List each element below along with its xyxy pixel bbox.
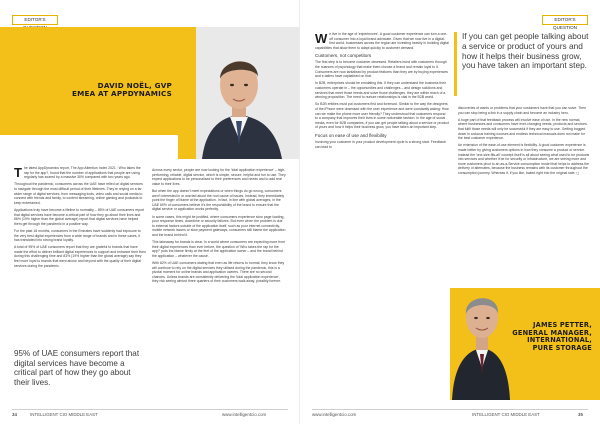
pull-quote: If you can get people talking about a service or product of yours and how it helps their business grow, you have taken an important step. bbox=[462, 31, 589, 71]
author-title bbox=[40, 82, 172, 99]
page-number: 35 bbox=[578, 412, 583, 417]
paragraph: Applications truly have become a lifeline to normality – 85% of UAE consumers report that digital services have become a critical part of how they go about their lives and 56% (19% higher than the global average) report that digital services have helped them get through the pandemic in a positive way. bbox=[14, 207, 145, 226]
publication-name: INTELLIGENT CIO MIDDLE EAST bbox=[30, 412, 98, 417]
paragraph: Throughout the pandemic, consumers across the UAE have relied on digital services to navigate through the most difficult period of their lifetimes. They're relying on a far wider range of digital services, from messaging tools, video calls and social media to connect with friends and family, to content streaming, online gaming and podcasts to keep entertained. bbox=[14, 182, 143, 205]
drop-cap: T bbox=[14, 165, 22, 180]
drop-cap: W bbox=[315, 31, 328, 46]
paragraph: discoveries of wants or problems that your customers have that you can solve. Then you can stop being a link in a supply chain and become an industry hero. bbox=[458, 106, 586, 115]
paragraph: For the past 18 months, consumers in the Emirates have suddenly had exposure to the very best digital experiences from a wide range of brands and in these cases, it has translated into strong brand loyalty. bbox=[14, 228, 141, 243]
paragraph: But when the app doesn't meet expectations or when things do go wrong, consumers aren't interested in or worried about the root cause of issues. Instead, they immediately point the finger of blame at the application. In fact, in line with global averages, in the UAE 69% of consumers believe it's the responsibility of the brand to ensure that the digital service or application works perfectly. bbox=[152, 188, 285, 212]
footer bbox=[12, 412, 288, 418]
author-region-line: INTERNATIONAL, bbox=[527, 336, 592, 345]
subheading: Customers, not competitors bbox=[315, 52, 372, 58]
website-link[interactable]: www.intelligentcio.com bbox=[222, 412, 267, 417]
paragraph: Across every sector, people are now looking for the 'total application experience' – high-performing, reliable, digital service, which is simple, secure, helpful and fun to use. They expect applications to be personalised to their preferences and needs and to add real value to their lives. bbox=[152, 168, 286, 186]
page-number: 34 bbox=[12, 412, 17, 417]
author-name-line: DAVID NOËL, GVP bbox=[97, 81, 172, 90]
author-photo-david-noel bbox=[178, 27, 300, 159]
website-link[interactable]: www.intelligentcio.com bbox=[312, 412, 357, 417]
author-title bbox=[512, 322, 592, 352]
author-photo-james-petter bbox=[450, 258, 510, 400]
left-column-1 bbox=[14, 166, 146, 271]
right-page bbox=[300, 0, 600, 424]
paragraph: Involving your customer in your product development cycle is a strong start. Feedback can lead to bbox=[315, 140, 446, 149]
paragraph: We live in the age of 'experiences'. A good customer experience can turn a one-off consumer into a loyal brand advocate. Given that we now live in a digital-first world, businesses across the region are investing heavily in building digital capabilities that allow them to adapt quickly to customer demand. bbox=[315, 31, 449, 50]
pull-quote: 95% of UAE consumers report that digital services have become a critical part of how they go about their lives. bbox=[14, 349, 140, 387]
footer bbox=[312, 412, 588, 418]
author-org-line: PURE STORAGE bbox=[532, 343, 592, 352]
paragraph: An extension of the ease-of-use element is flexibility. A good customer experience is made better by giving customers options in how they consume a product or service. Instead the 'one-size-fits-all' concept itself is all about seeing what used to be products into services and whether it be for security or infrastructure, we are seeing more and more customers pivot to an as-a-Service consumption model that helps to address the delivery of alternates, because the business remains with its customer throughout the consumption journey. Whereas if, if you like, baked right into the original sale. ◻ bbox=[458, 143, 590, 175]
paragraph: So B2B entities must put customers first and foremost. Similar to the way the designers of the iPhone were obsessed with the user experience and were constantly asking: How can we make the phone more user friendly? They understood that customers respond to a company that improves their lives in some noticeable fashion. In the age of social media, even for B2B companies, if you can get people talking about a service or product of yours and how it helps their business grow, you have taken an important step. bbox=[315, 102, 449, 130]
paragraph: In some cases, this might be justified, where consumers experience slow page loading, poor response times, downtime or security failures. But even when the problem is due to external factors outside of the application itself, such as poor internet connectivity, mobile network issues or slow payment gateways, consumers still blame the application and the brand behind it. bbox=[152, 214, 286, 237]
paragraph: With 82% of UAE consumers stating that even as life returns to normal, they know they will continue to rely on the digital services they utilised during the pandemic, this is a pivotal moment for online brands and application owners. There are no second chances. Unless brands are consistently delivering the 'total application experience', they risk seeing almost three quarters of their customers walk away, possibly forever. bbox=[152, 261, 285, 284]
right-column-2 bbox=[458, 106, 590, 178]
section-tag: EDITOR'S bbox=[12, 15, 58, 25]
subheading: Focus on ease of use and flexibility bbox=[315, 132, 387, 138]
paragraph: The latest AppDynamics report, The App Attention Index 2021 : Who takes the rap for the app?, found that the number of applications that people are using regularly has soared by a massive 30% compared with two years ago. bbox=[14, 165, 141, 180]
author-org-line: EMEA AT APPDYNAMICS bbox=[72, 89, 172, 99]
paragraph: A total of 95% of UAE consumers report that they are grateful to brands that have made the effort to deliver brilliant digital experiences to support and enhance their lives during this challenging time and 83% (19% higher than the global average) say they feel more loyal to brands that went above and beyond with the quality of their digital services during the pandemic. bbox=[14, 245, 146, 268]
right-column-1 bbox=[315, 32, 449, 152]
author-name-line: JAMES PETTER, bbox=[533, 321, 592, 329]
publication-name: INTELLIGENT CIO MIDDLE EAST bbox=[472, 412, 540, 417]
paragraph: A huge part of that feedback process will involve ease of use. In the new normal, where businesses and consumers have ever-changing needs, products and services that fulfil those needs will only be successful if they are easy to use. Getting bogged down in arduous training courses and endless technical manuals does not make for the best customer experience. bbox=[458, 117, 587, 141]
paragraph: The first step is to become customer obsessed. Retailers bond with customers through the nuances of psychology that make them choose a brand and remain loyal to it. Consumers are now tantalised by product features than they are by buying experiences and e-tailers have capitalised on that. bbox=[315, 60, 448, 79]
pull-quote-accent-bar bbox=[454, 32, 457, 96]
paragraph: In B2B, enterprises should be emulating this. If they can understand the business their customers operate in – the opportunities and challenges – and design solutions and services that meet those needs and solve those challenges, they are within reach of a winning proposition. The need to nurture relationships is vital in the B2B world. bbox=[315, 81, 447, 100]
paragraph: This takeaway for brands is clear. In a world where consumers are expecting more from their digital experiences than ever before, the question of 'Who takes the rap for the app?' puts the blame firmly at the feet of the application owner – and the brand behind the application – whatever the cause. bbox=[152, 240, 286, 258]
section-tag: EDITOR'S QUESTION bbox=[542, 15, 588, 25]
left-column-2 bbox=[152, 168, 286, 287]
author-role-line: GENERAL MANAGER, bbox=[512, 328, 592, 337]
